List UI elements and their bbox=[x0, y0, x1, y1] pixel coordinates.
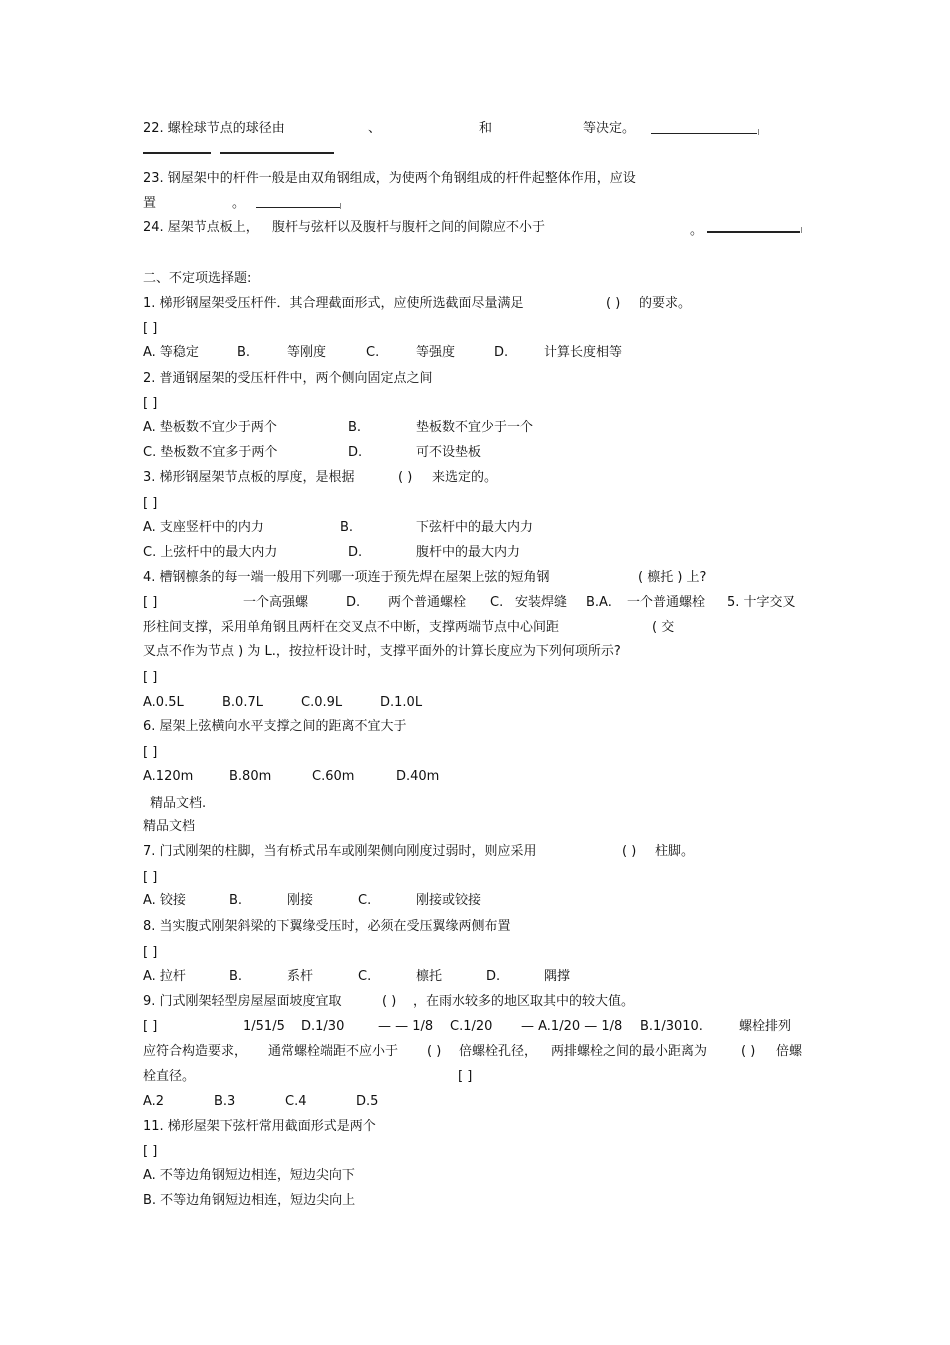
q3-paren: ( ) bbox=[398, 470, 413, 485]
q3-stem: 3. 梯形钢屋架节点板的厚度，是根据 bbox=[143, 470, 355, 485]
q7-paren: ( ) bbox=[622, 844, 637, 859]
answer-bracket: [ ] bbox=[143, 1019, 158, 1034]
option-b-letter: B. bbox=[237, 345, 251, 360]
q4-option-letter: D. bbox=[346, 595, 361, 610]
q10-stem: 螺栓排列 bbox=[739, 1019, 792, 1034]
option-b: 下弦杆中的最大内力 bbox=[416, 520, 534, 535]
option-c: 等强度 bbox=[416, 345, 456, 360]
option-b: B. 不等边角钢短边相连，短边尖向上 bbox=[143, 1193, 356, 1208]
q23-text: 23. 钢屋架中的杆件一般是由双角钢组成，为使两个角钢组成的杆件起整体作用，应设 bbox=[143, 171, 636, 186]
q10-stem-2: 应符合构造要求， bbox=[143, 1044, 248, 1059]
q22-and: 和 bbox=[479, 121, 493, 136]
q4-option: 两个普通螺栓 bbox=[388, 595, 467, 610]
q10-stem-4: 倍螺栓孔径， bbox=[459, 1044, 538, 1059]
q4-option-letter: B.A. bbox=[586, 595, 612, 610]
q23-text-2: 置 bbox=[143, 196, 157, 211]
option-d: D.1.0L bbox=[380, 695, 423, 710]
option-a: A.120m bbox=[143, 769, 194, 784]
option-d: 可不设垫板 bbox=[416, 445, 482, 460]
option-c: C. 垫板数不宜多于两个 bbox=[143, 445, 278, 460]
blank-line bbox=[220, 152, 334, 154]
page-header: 精品文档 bbox=[143, 819, 196, 834]
option-d: 腹杆中的最大内力 bbox=[416, 545, 521, 560]
option-d: 计算长度相等 bbox=[544, 345, 623, 360]
q4-stem: 4. 槽钢檩条的每一端一般用下列哪一项连于预先焊在屋架上弦的短角钢 bbox=[143, 570, 550, 585]
option-a: A.2 bbox=[143, 1094, 165, 1109]
q8-stem: 8. 当实腹式刚架斜梁的下翼缘受压时，必须在受压翼缘两侧布置 bbox=[143, 919, 511, 934]
answer-bracket: [ ] bbox=[143, 745, 158, 760]
option-a: A. 支座竖杆中的内力 bbox=[143, 520, 264, 535]
option-d-letter: D. bbox=[494, 345, 509, 360]
q11-stem: 11. 梯形屋架下弦杆常用截面形式是两个 bbox=[143, 1119, 376, 1134]
option-a: A. 垫板数不宜少于两个 bbox=[143, 420, 277, 435]
q5-stem: 5. 十字交叉 bbox=[727, 595, 796, 610]
option-c: C.0.9L bbox=[301, 695, 343, 710]
blank-line bbox=[651, 133, 757, 134]
q9-stem-end: ，在雨水较多的地区取其中的较大值。 bbox=[413, 994, 635, 1009]
q10-paren: ( ) bbox=[741, 1044, 756, 1059]
option-c: C.4 bbox=[285, 1094, 307, 1109]
q10-stem-5: 两排螺栓之间的最小距离为 bbox=[551, 1044, 708, 1059]
blank-tick bbox=[758, 129, 759, 135]
blank-line bbox=[707, 231, 800, 233]
q9-paren: ( ) bbox=[382, 994, 397, 1009]
q24-text-2: 腹杆与弦杆以及腹杆与腹杆之间的间隙应不小于 bbox=[272, 220, 546, 235]
q6-stem: 6. 屋架上弦横向水平支撑之间的距离不宜大于 bbox=[143, 719, 407, 734]
option-d: D.40m bbox=[396, 769, 440, 784]
option-b: 等刚度 bbox=[287, 345, 327, 360]
q24-end: 。 bbox=[690, 223, 704, 238]
q3-stem-end: 来选定的。 bbox=[432, 470, 498, 485]
option-c-letter: C. bbox=[358, 969, 372, 984]
q9-stem: 9. 门式刚架轻型房屋屋面坡度宜取 bbox=[143, 994, 342, 1009]
option-a: A. 不等边角钢短边相连，短边尖向下 bbox=[143, 1168, 355, 1183]
q24-text: 24. 屋架节点板上， bbox=[143, 220, 259, 235]
answer-bracket: [ ] bbox=[143, 595, 158, 610]
option-c-letter: C. bbox=[366, 345, 380, 360]
q7-stem-end: 柱脚。 bbox=[655, 844, 695, 859]
q1-stem-end: 的要求。 bbox=[639, 296, 692, 311]
section-heading: 二、不定项选择题: bbox=[143, 271, 252, 286]
q10-stem-3: 通常螺栓端距不应小于 bbox=[268, 1044, 399, 1059]
option-d: D.5 bbox=[356, 1094, 379, 1109]
option-b-letter: B. bbox=[229, 893, 243, 908]
q5-stem-4: 叉点不作为节点 ) 为 L.，按拉杆设计时，支撑平面外的计算长度应为下列何项所示? bbox=[143, 644, 621, 659]
option-b: B.0.7L bbox=[222, 695, 263, 710]
q22-text: 22. 螺栓球节点的球径由 bbox=[143, 121, 285, 136]
option-d-letter: D. bbox=[486, 969, 501, 984]
answer-bracket: [ ] bbox=[143, 870, 158, 885]
option-c: C.60m bbox=[312, 769, 355, 784]
option-a: A. 等稳定 bbox=[143, 345, 199, 360]
q4-option: 一个高强螺 bbox=[243, 595, 309, 610]
option-c-letter: C. bbox=[358, 893, 372, 908]
q9-option: — — 1/8 bbox=[378, 1019, 434, 1034]
q23-end: 。 bbox=[232, 196, 246, 211]
q10-paren: ( ) bbox=[427, 1044, 442, 1059]
option-a: A. 拉杆 bbox=[143, 969, 186, 984]
q5-stem-3: ( 交 bbox=[652, 620, 675, 635]
option-d-letter: D. bbox=[348, 445, 363, 460]
option-c: 檩托 bbox=[416, 969, 443, 984]
q9-option: B.1/3010. bbox=[640, 1019, 703, 1034]
answer-bracket: [ ] bbox=[143, 670, 158, 685]
option-b-letter: B. bbox=[348, 420, 362, 435]
q4-option-letter: C. bbox=[490, 595, 504, 610]
q4-option: 安装焊缝 bbox=[515, 595, 568, 610]
option-a: A.0.5L bbox=[143, 695, 184, 710]
option-b-letter: B. bbox=[229, 969, 243, 984]
option-b: 垫板数不宜少于一个 bbox=[416, 420, 534, 435]
option-b: B.3 bbox=[214, 1094, 236, 1109]
q2-stem: 2. 普通钢屋架的受压杆件中，两个侧向固定点之间 bbox=[143, 371, 433, 386]
option-d-letter: D. bbox=[348, 545, 363, 560]
q7-stem: 7. 门式刚架的柱脚，当有桥式吊车或刚架侧向刚度过弱时，则应采用 bbox=[143, 844, 537, 859]
answer-bracket: [ ] bbox=[458, 1069, 473, 1084]
option-b: 刚接 bbox=[287, 893, 314, 908]
option-b: 系杆 bbox=[287, 969, 314, 984]
blank-line bbox=[256, 207, 340, 208]
answer-bracket: [ ] bbox=[143, 321, 158, 336]
option-a: A. 铰接 bbox=[143, 893, 186, 908]
q9-option: 1/51/5 bbox=[243, 1019, 285, 1034]
q9-option: C.1/20 bbox=[450, 1019, 493, 1034]
blank-tick bbox=[340, 203, 341, 209]
blank-tick bbox=[801, 227, 802, 233]
answer-bracket: [ ] bbox=[143, 945, 158, 960]
q1-paren: ( ) bbox=[606, 296, 621, 311]
q22-sep: 、 bbox=[368, 121, 382, 136]
q4-option: 一个普通螺栓 bbox=[627, 595, 706, 610]
q4-stem-end: ( 檩托 ) 上? bbox=[638, 570, 707, 585]
q9-option: — A.1/20 — 1/8 bbox=[521, 1019, 623, 1034]
option-b: B.80m bbox=[229, 769, 272, 784]
q10-stem-6: 倍螺 bbox=[776, 1044, 803, 1059]
answer-bracket: [ ] bbox=[143, 1144, 158, 1159]
option-b-letter: B. bbox=[340, 520, 354, 535]
q1-stem: 1. 梯形钢屋架受压杆件．其合理截面形式，应使所选截面尽量满足 bbox=[143, 296, 524, 311]
option-c: 刚接或铰接 bbox=[416, 893, 482, 908]
q5-stem-2: 形柱间支撑，采用单角钢且两杆在交叉点不中断，支撑两端节点中心间距 bbox=[143, 620, 560, 635]
blank-line bbox=[143, 152, 211, 154]
page-footer: 精品文档. bbox=[150, 796, 207, 811]
q10-stem-7: 栓直径。 bbox=[143, 1069, 196, 1084]
answer-bracket: [ ] bbox=[143, 396, 158, 411]
option-d: 隅撑 bbox=[544, 969, 571, 984]
answer-bracket: [ ] bbox=[143, 496, 158, 511]
option-c: C. 上弦杆中的最大内力 bbox=[143, 545, 278, 560]
q22-end: 等决定。 bbox=[583, 121, 636, 136]
q9-option: D.1/30 bbox=[301, 1019, 345, 1034]
